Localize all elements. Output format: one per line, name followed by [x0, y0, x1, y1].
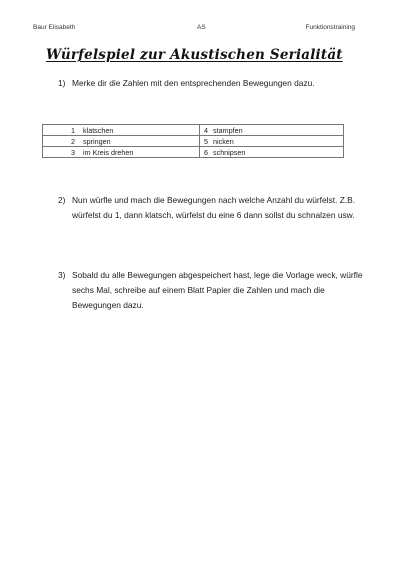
instruction-number: 3) — [58, 270, 66, 280]
cell-label: stampfen — [213, 125, 243, 135]
table-cell — [200, 136, 344, 147]
table-row — [43, 125, 344, 136]
page-header — [0, 24, 400, 34]
instruction-text: Sobald du alle Bewegungen abgespeichert hast, lege die Vorlage weck, würfle sechs Mal, schreibe auf einem Blatt Papier die Zahlen und mach die Bewegungen dazu. — [72, 270, 363, 310]
cell-number: 3 — [71, 147, 75, 157]
cell-number: 2 — [71, 136, 75, 146]
table-cell — [43, 125, 200, 136]
header-author: Baur Elisabeth — [33, 24, 76, 31]
cell-label: klatschen — [83, 125, 114, 135]
cell-label: springen — [83, 136, 111, 146]
cell-number: 1 — [71, 125, 75, 135]
table-cell — [200, 147, 344, 158]
table-cell — [200, 125, 344, 136]
table-row — [43, 147, 344, 158]
table-cell — [43, 136, 200, 147]
instruction-text: Nun würfle und mach die Bewegungen nach welche Anzahl du würfelst. Z.B. würfelst du 1, dann klatsch, würfelst du eine 6 dann sollst du schnalzen usw. — [72, 195, 356, 220]
cell-label: im Kreis drehen — [83, 147, 134, 157]
cell-number: 5 — [204, 136, 208, 146]
header-subject: Funktionstraining — [305, 24, 355, 31]
instruction-number: 1) — [58, 78, 66, 88]
table-cell — [43, 147, 200, 158]
cell-label: nicken — [213, 136, 234, 146]
instruction-number: 2) — [58, 195, 66, 205]
header-course: AS — [197, 24, 206, 31]
instruction-text: Merke dir die Zahlen mit den entsprechenden Bewegungen dazu. — [72, 78, 315, 88]
cell-number: 6 — [204, 147, 208, 157]
document-title: Würfelspiel zur Akustischen Serialität — [46, 47, 343, 63]
table-row — [43, 136, 344, 147]
cell-number: 4 — [204, 125, 208, 135]
movement-table — [42, 124, 344, 158]
cell-label: schnipsen — [213, 147, 246, 157]
